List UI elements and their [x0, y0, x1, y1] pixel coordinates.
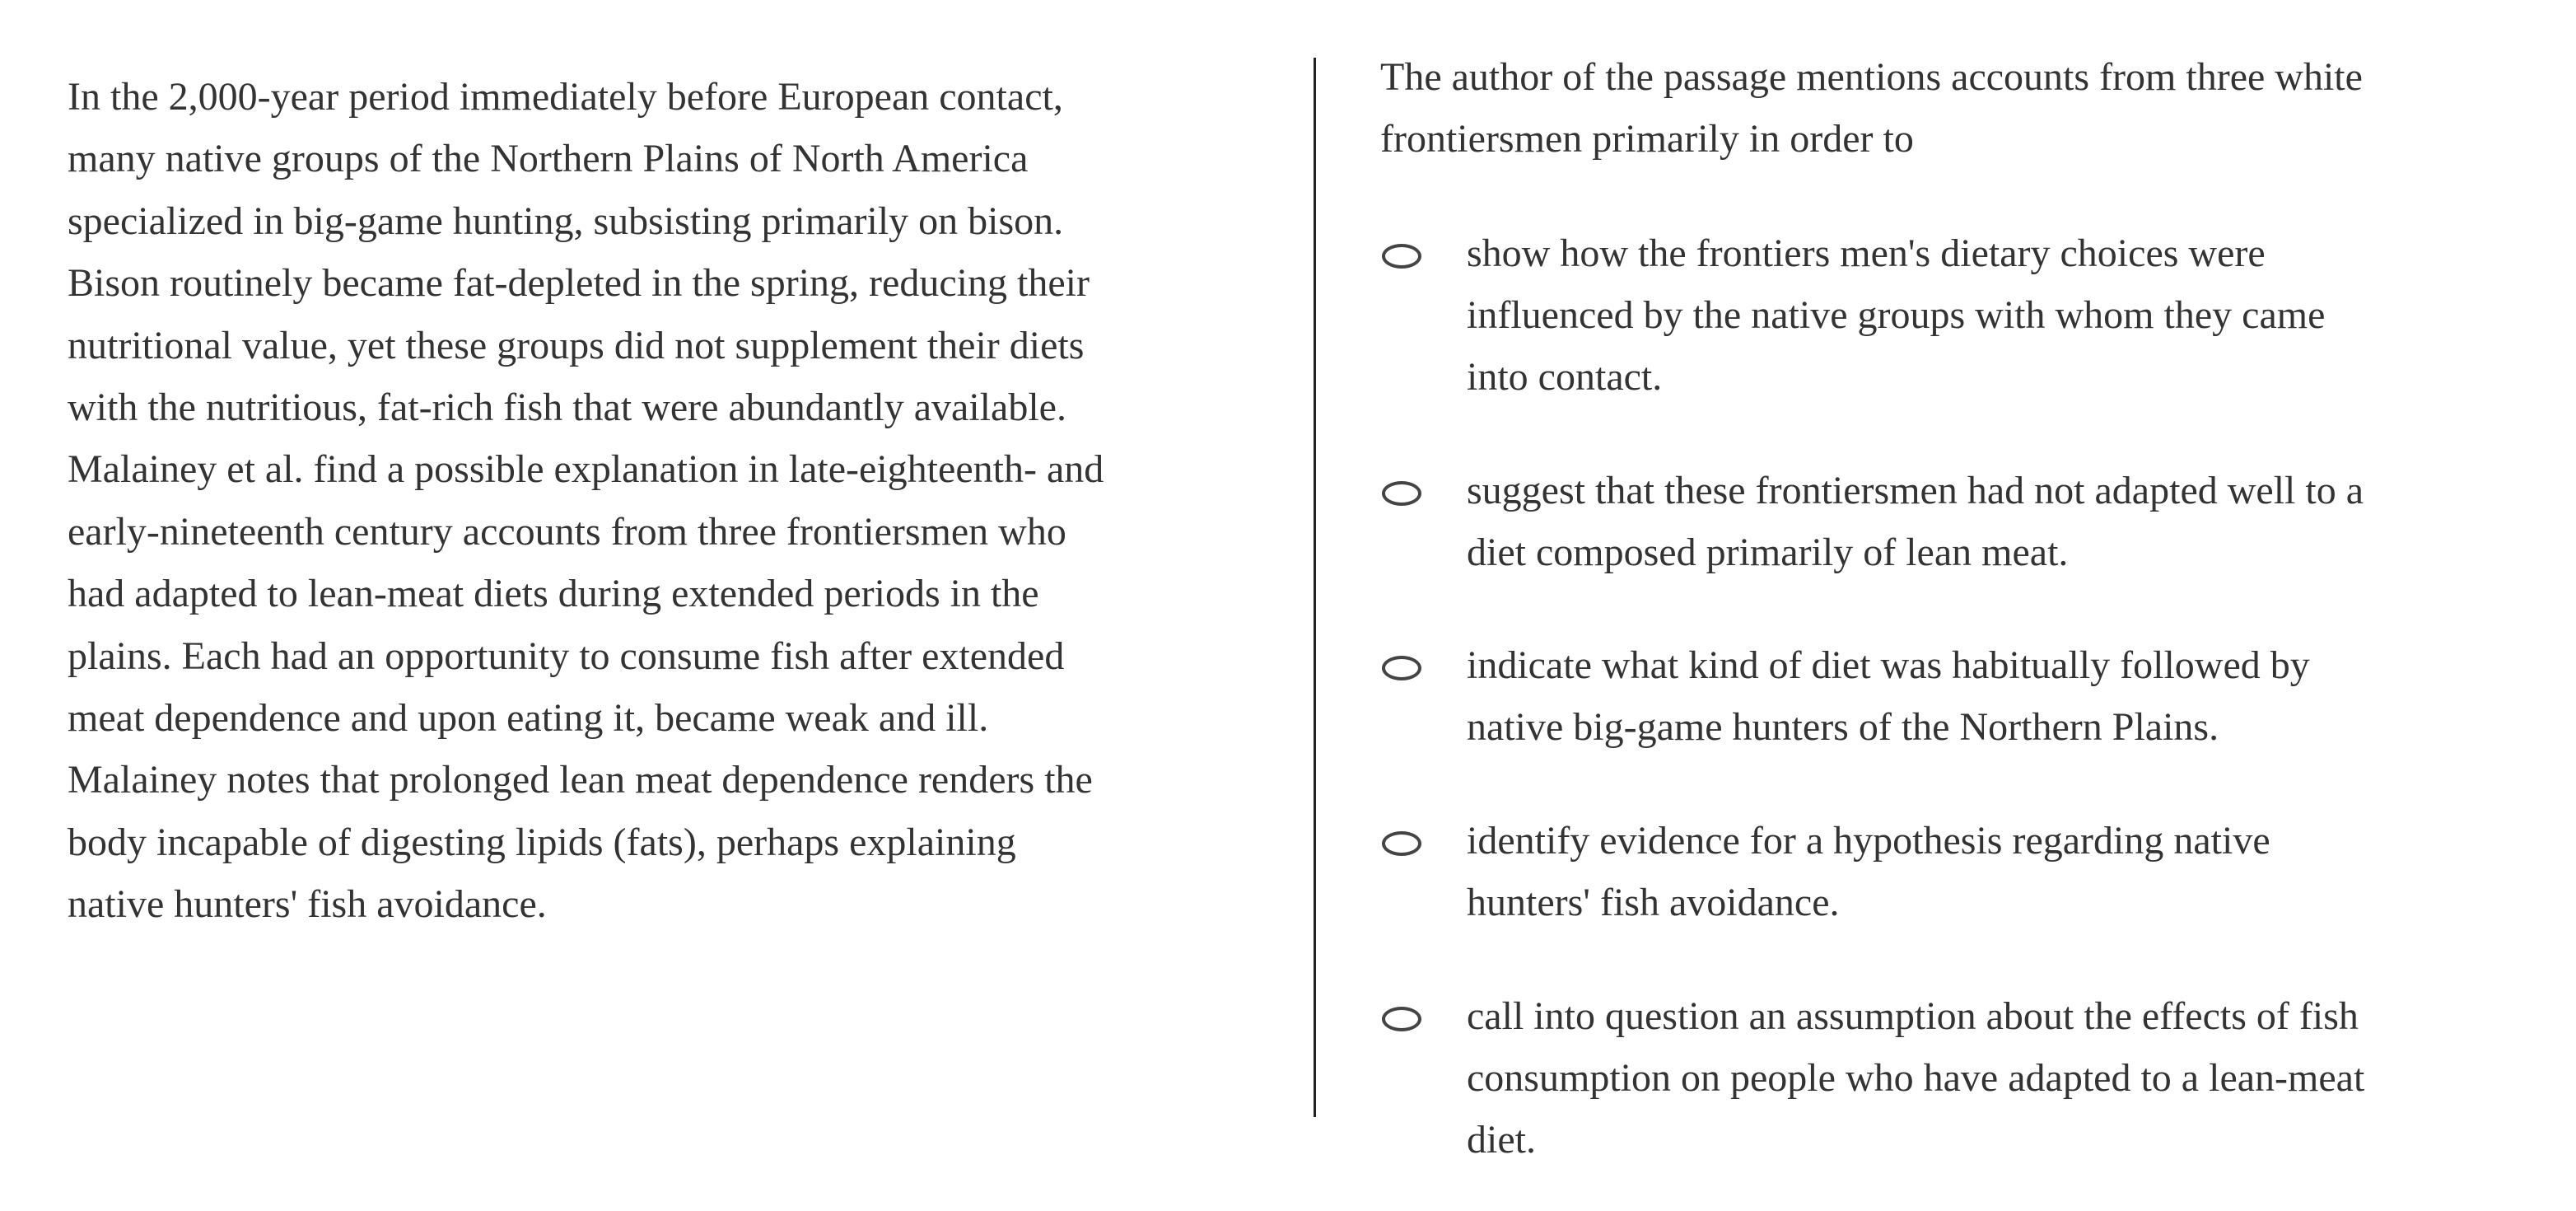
passage-text [68, 66, 1253, 936]
option-line: into contact. [1467, 355, 1663, 399]
question-line: The author of the passage mentions accounts from three white [1380, 55, 2363, 99]
option-line: call into question an assumption about the effects of fish [1467, 994, 2359, 1038]
passage-line: native hunters' fish avoidance. [68, 882, 547, 927]
option-line: diet. [1467, 1118, 1536, 1162]
passage-line: plains. Each had an opportunity to consume fish after extended [68, 634, 1065, 678]
passage-line: had adapted to lean-meat diets during extended periods in the [68, 572, 1039, 616]
answer-option-text[interactable] [1467, 222, 2529, 408]
passage-line: In the 2,000-year period immediately before European contact, [68, 75, 1063, 119]
option-line: show how the frontiers men's dietary choices were [1467, 231, 2266, 275]
radio-button-icon[interactable] [1382, 481, 1421, 506]
passage-line: with the nutritious, fat-rich fish that were abundantly available. [68, 386, 1066, 430]
radio-button-icon[interactable] [1382, 244, 1421, 269]
passage-line: nutritional value, yet these groups did not supplement their diets [68, 323, 1085, 367]
question-stem [1380, 46, 2533, 170]
question-line: frontiersmen primarily in order to [1380, 117, 1914, 161]
passage-line: Malainey notes that prolonged lean meat dependence renders the [68, 758, 1093, 802]
option-line: influenced by the native groups with whom they came [1467, 293, 2326, 337]
radio-button-icon[interactable] [1382, 831, 1421, 856]
option-line: consumption on people who have adapted to a lean-meat [1467, 1056, 2365, 1100]
answer-option-text[interactable] [1467, 985, 2529, 1171]
option-line: identify evidence for a hypothesis regarding native [1467, 819, 2270, 863]
option-line: diet composed primarily of lean meat. [1467, 531, 2069, 574]
passage-line: Bison routinely became fat-depleted in the spring, reducing their [68, 261, 1090, 306]
passage-line: body incapable of digesting lipids (fats), perhaps explaining [68, 820, 1016, 864]
answer-option-text[interactable] [1467, 810, 2529, 933]
option-line: hunters' fish avoidance. [1467, 881, 1840, 924]
option-line: suggest that these frontiersmen had not adapted well to a [1467, 469, 2364, 512]
radio-button-icon[interactable] [1382, 656, 1421, 680]
passage-line: many native groups of the Northern Plains of North America [68, 137, 1029, 181]
option-line: native big-game hunters of the Northern Plains. [1467, 705, 2219, 749]
passage-line: meat dependence and upon eating it, became weak and ill. [68, 696, 989, 741]
radio-button-icon[interactable] [1382, 1007, 1421, 1031]
pane-divider [1314, 58, 1316, 1117]
passage-line: Malainey et al. find a possible explanation in late-eighteenth- and [68, 447, 1104, 492]
passage-line: early-nineteenth century accounts from three frontiersmen who [68, 509, 1066, 554]
option-line: indicate what kind of diet was habitually followed by [1467, 643, 2310, 687]
passage-line: specialized in big-game hunting, subsisting primarily on bison. [68, 199, 1064, 243]
answer-option-text[interactable] [1467, 460, 2529, 583]
answer-option-text[interactable] [1467, 634, 2529, 758]
